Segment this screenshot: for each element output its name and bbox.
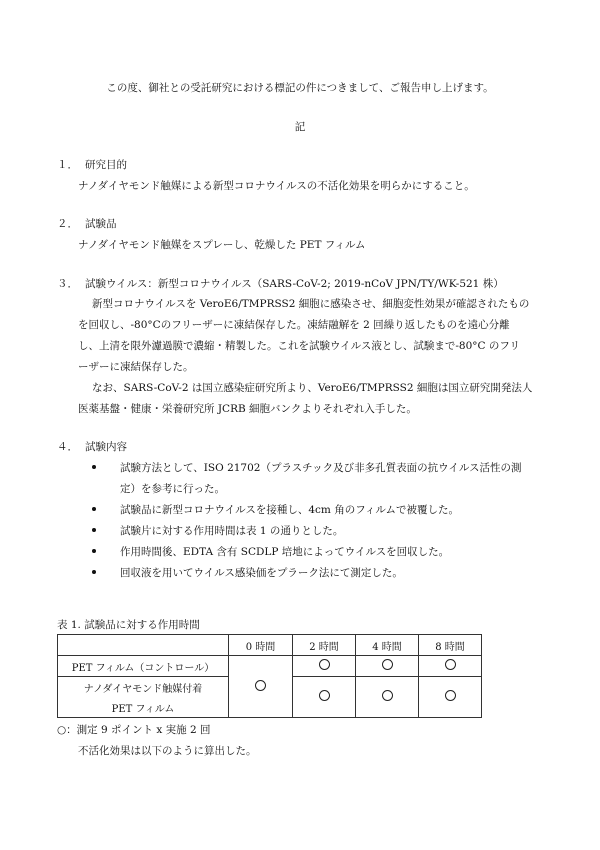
- section-3-line: し、上清を限外濾過膜で濃縮・精製した。これを試験ウイルス液とし、試験まで-80°C のフリ: [78, 340, 520, 352]
- table-cell: [419, 677, 482, 718]
- closing-text: 不活化効果は以下のように算出した。: [78, 745, 257, 757]
- row-label-nd-2: PET フィルム: [58, 697, 229, 718]
- table-header-cell: 8 時間: [419, 635, 482, 656]
- bullet-icon: [92, 465, 96, 469]
- bullet-icon: [92, 570, 96, 574]
- bullet-item: 作用時間後、EDTA 含有 SCDLP 培地によってウイルスを回収した。: [120, 546, 450, 558]
- bullet-icon: [92, 528, 96, 532]
- table-cell: [293, 677, 356, 718]
- table-corner-cell: [58, 635, 229, 656]
- section-3-line: を回収し、-80°Cのフリーザーに凍結保存した。凍結融解を 2 回繰り返したものを遠心分離: [78, 319, 510, 331]
- section-1-num: １．: [57, 159, 78, 171]
- bullet-item-cont: 定）を参考に行った。: [120, 483, 225, 495]
- operation-time-table: [57, 634, 482, 718]
- bullet-item: 回収液を用いてウイルス感染価をプラーク法にて測定した。: [120, 567, 403, 579]
- table-cell-0h: [229, 656, 293, 718]
- section-2-num: ２．: [57, 218, 78, 230]
- table-header-cell: 0 時間: [229, 635, 293, 656]
- bullet-icon: [92, 549, 96, 553]
- table-cell: [356, 656, 419, 677]
- circle-mark-icon: [445, 690, 456, 701]
- table-header-cell: 2 時間: [293, 635, 356, 656]
- bullet-item: 試験品に新型コロナウイルスを接種し、4cm 角のフィルムで被覆した。: [120, 504, 459, 516]
- intro-text: この度、御社との受託研究における標記の件につきまして、ご報告申し上げます。: [106, 82, 494, 94]
- section-1-line: ナノダイヤモンド触媒による新型コロナウイルスの不活化効果を明らかにすること。: [78, 180, 475, 192]
- section-3-line: 医薬基盤・健康・栄養研究所 JCRB 細胞バンクよりそれぞれ入手した。: [78, 403, 417, 415]
- table-row: [58, 656, 482, 677]
- circle-mark-icon: [382, 659, 393, 670]
- section-3-line: 新型コロナウイルスを VeroE6/TMPRSS2 細胞に感染させ、細胞変性効果が確認されたもの: [92, 298, 530, 310]
- table-caption: 表 1. 試験品に対する作用時間: [57, 619, 200, 631]
- ki-heading: 記: [294, 121, 306, 133]
- circle-mark-icon: [445, 659, 456, 670]
- section-3-line: なお、SARS-CoV-2 は国立感染症研究所より、VeroE6/TMPRSS2 細胞は国立研究開発法人: [92, 382, 533, 394]
- bullet-icon: [92, 507, 96, 511]
- section-2-title: 試験品: [85, 218, 117, 230]
- bullet-item: 試験片に対する作用時間は表 1 の通りとした。: [120, 525, 344, 537]
- table-cell: [356, 677, 419, 718]
- table-header-row: [58, 635, 482, 656]
- table-cell: [293, 656, 356, 677]
- section-3-num: ３．: [57, 278, 78, 290]
- bullet-item: 試験方法として、ISO 21702（プラスチック及び非多孔質表面の抗ウイルス活性の測: [120, 462, 522, 474]
- table-cell: [419, 656, 482, 677]
- circle-mark-icon: [255, 680, 266, 691]
- circle-mark-icon: [319, 690, 330, 701]
- section-3-line: ーザーに凍結保存した。: [78, 361, 194, 373]
- section-4-title: 試験内容: [85, 441, 127, 453]
- section-3-title: 試験ウイルス：新型コロナウイルス（SARS-CoV-2; 2019-nCoV JPN/TY/WK-521 株）: [85, 278, 504, 290]
- circle-mark-icon: [382, 690, 393, 701]
- table-footnote: ○：測定 9 ポイント x 実施 2 回: [57, 724, 211, 736]
- row-label-nd-1: ナノダイヤモンド触媒付着: [58, 677, 229, 698]
- section-4-num: ４．: [57, 441, 78, 453]
- circle-mark-icon: [319, 659, 330, 670]
- section-2-line: ナノダイヤモンド触媒をスプレーし、乾燥した PET フィルム: [78, 239, 366, 251]
- section-1-title: 研究目的: [85, 159, 127, 171]
- table-header-cell: 4 時間: [356, 635, 419, 656]
- row-label-control: PET フィルム（コントロール）: [58, 656, 229, 677]
